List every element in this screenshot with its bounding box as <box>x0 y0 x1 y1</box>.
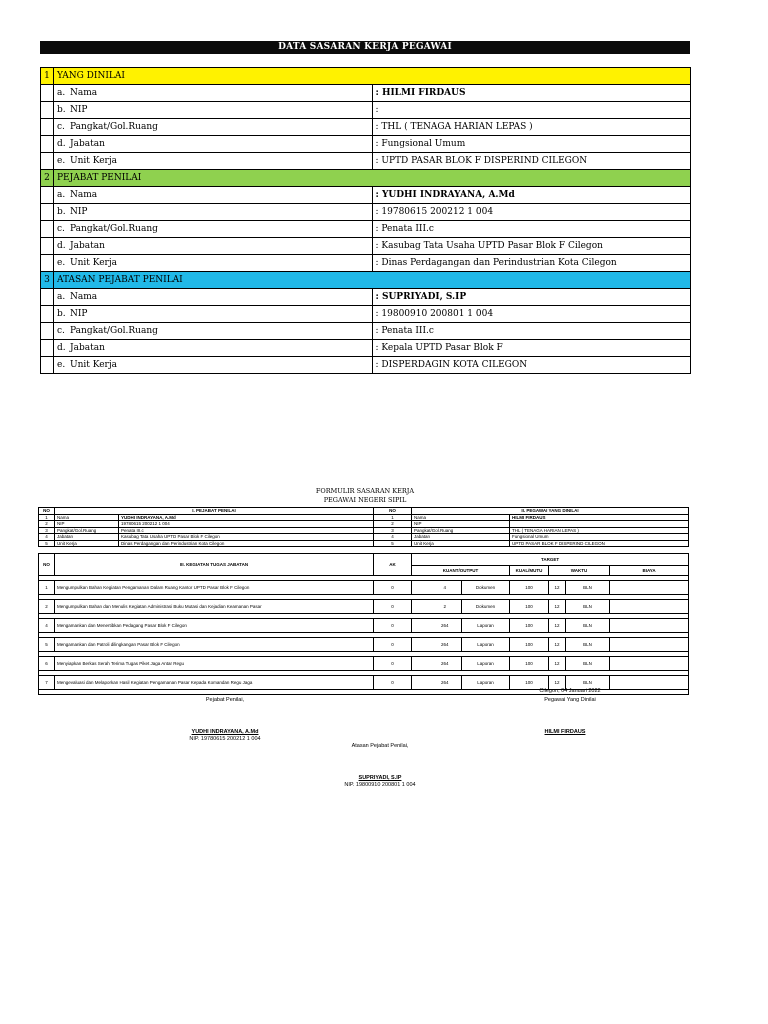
section-title: PEJABAT PENILAI <box>54 170 691 187</box>
row-label: Nama <box>70 190 98 200</box>
activity-desc: Mengumpulkan Bahan dan Menulis Kegiatan Administrasi Buku Mutasi dan Kejadian Keamanan Pasar <box>55 600 374 614</box>
no-header: NO <box>39 554 55 576</box>
row-label: Unit Kerja <box>55 540 119 547</box>
table-row <box>41 306 691 323</box>
no-header: NO <box>39 508 55 515</box>
row-no: 3 <box>39 527 55 534</box>
row-label: Nama <box>70 88 98 98</box>
activity-waktu: 12 <box>549 581 566 595</box>
activity-ak: 0 <box>374 638 412 652</box>
kuant-header: KUANT/OUTPUT <box>412 566 510 576</box>
table-row <box>41 340 691 357</box>
activity-unit: Laporan <box>462 619 510 633</box>
row-no: 1 <box>39 514 55 521</box>
row-value: HILMI FIRDAUS <box>510 514 689 521</box>
row-value: : DISPERDAGIN KOTA CILEGON <box>372 357 691 374</box>
row-no: 3 <box>374 527 412 534</box>
activity-waktu-unit: BLN <box>566 657 610 671</box>
activity-biaya <box>610 581 689 595</box>
pejabat-name: YUDHI INDRAYANA, A.Md <box>191 729 259 735</box>
atasan-label: Atasan Pejabat Penilai, <box>351 743 409 749</box>
activity-waktu-unit: BLN <box>566 676 610 690</box>
atasan-name: SUPRIYADI, S.IP <box>358 775 402 781</box>
row-letter: e. <box>57 258 66 268</box>
row-letter: b. <box>57 207 66 217</box>
row-value: YUDHI INDRAYANA, A.Md <box>119 514 374 521</box>
row-value: : Dinas Perdagangan dan Perindustrian Kota Cilegon <box>372 255 691 272</box>
row-no: 4 <box>39 534 55 541</box>
activity-waktu: 12 <box>549 638 566 652</box>
row-letter: a. <box>57 190 66 200</box>
table-row <box>39 657 689 671</box>
row-label: Pangkat/Gol.Ruang <box>412 527 510 534</box>
row-value: : Fungsional Umum <box>372 136 691 153</box>
row-label: Nama <box>55 514 119 521</box>
section-title: YANG DINILAI <box>54 68 691 85</box>
row-value: : Kasubag Tata Usaha UPTD Pasar Blok F Cilegon <box>372 238 691 255</box>
form-identity-table <box>38 507 689 547</box>
activity-no: 4 <box>39 619 55 633</box>
table-row <box>39 638 689 652</box>
row-letter: d. <box>57 343 66 353</box>
activity-waktu-unit: BLN <box>566 619 610 633</box>
activity-qty: 264 <box>429 676 462 690</box>
place-date: Cilegon, 04 Januari 2022 <box>539 688 601 694</box>
section-title: ATASAN PEJABAT PENILAI <box>54 272 691 289</box>
activity-desc: Mengumpulkan Bahan Kegiatan Pengamanan Dalam Ruang Kantor UPTD Pasar Blok F Cilegon <box>55 581 374 595</box>
row-label: Pangkat/Gol.Ruang <box>70 224 158 234</box>
kegiatan-header: III. KEGIATAN TUGAS JABATAN <box>55 554 374 576</box>
row-letter: c. <box>57 122 65 132</box>
activity-desc: Mengamankan dan Menertibkan Pedagang Pasar Blok F Cilegon <box>55 619 374 633</box>
row-letter: b. <box>57 105 66 115</box>
activity-qty: 264 <box>429 657 462 671</box>
activity-waktu: 12 <box>549 676 566 690</box>
section-number: 1 <box>41 68 54 85</box>
target-header: TARGET <box>412 554 689 566</box>
row-no: 2 <box>374 521 412 528</box>
row-letter: e. <box>57 156 66 166</box>
activity-qty: 4 <box>429 581 462 595</box>
row-value: : HILMI FIRDAUS <box>375 88 466 98</box>
section-header-2 <box>41 170 691 187</box>
row-label: Jabatan <box>412 534 510 541</box>
row-letter: d. <box>57 139 66 149</box>
row-label: NIP <box>412 521 510 528</box>
activity-waktu-unit: BLN <box>566 600 610 614</box>
row-label: Jabatan <box>55 534 119 541</box>
activity-kual: 100 <box>510 619 549 633</box>
row-value: : THL ( TENAGA HARIAN LEPAS ) <box>372 119 691 136</box>
pejabat-label: Pejabat Penilai, <box>205 697 245 703</box>
row-no: 5 <box>39 540 55 547</box>
activity-desc: Mengamankan dan Patroli dilingkangan Pasar Blok F Cilegon <box>55 638 374 652</box>
row-no: 4 <box>374 534 412 541</box>
table-row <box>41 357 691 374</box>
row-label: NIP <box>70 207 88 217</box>
row-value: Penata III.c <box>119 527 374 534</box>
row-letter: d. <box>57 241 66 251</box>
activity-unit: Laporan <box>462 638 510 652</box>
table-row <box>41 187 691 204</box>
pegawai-name: HILMI FIRDAUS <box>544 729 586 735</box>
table-row <box>41 221 691 238</box>
activity-no: 1 <box>39 581 55 595</box>
section-header-1 <box>41 68 691 85</box>
activity-unit: Dokumen <box>462 581 510 595</box>
table-row <box>39 619 689 633</box>
form-title-1: FORMULIR SASARAN KERJA <box>315 487 415 495</box>
activity-desc: Menyiapkan Berkas Serah Terima Tugas Piket Jaga Antar Regu <box>55 657 374 671</box>
activity-unit: Dokumen <box>462 600 510 614</box>
row-label: NIP <box>70 105 88 115</box>
waktu-header: WAKTU <box>549 566 610 576</box>
activity-unit: Laporan <box>462 657 510 671</box>
activity-waktu: 12 <box>549 619 566 633</box>
kual-header: KUAL/MUTU <box>510 566 549 576</box>
form-title-2: PEGAWAI NEGERI SIPIL <box>323 496 407 504</box>
row-label: Jabatan <box>70 241 105 251</box>
row-value: : <box>372 102 691 119</box>
activity-biaya <box>610 619 689 633</box>
row-label: NIP <box>55 521 119 528</box>
section-number: 2 <box>41 170 54 187</box>
activity-waktu: 12 <box>549 600 566 614</box>
activity-kual: 100 <box>510 657 549 671</box>
page-title: DATA SASARAN KERJA PEGAWAI <box>40 41 690 54</box>
row-label: Unit Kerja <box>70 156 118 166</box>
row-label: Jabatan <box>70 139 105 149</box>
activity-table <box>38 553 689 695</box>
activity-ak: 0 <box>374 657 412 671</box>
table-row <box>41 204 691 221</box>
row-value: Fungsional Umum <box>510 534 689 541</box>
row-value: THL ( TENAGA HARIAN LEPAS ) <box>510 527 689 534</box>
row-label: Nama <box>412 514 510 521</box>
activity-no: 7 <box>39 676 55 690</box>
biaya-header: BIAYA <box>610 566 689 576</box>
table-row <box>39 600 689 614</box>
row-label: Unit Kerja <box>412 540 510 547</box>
row-no: 5 <box>374 540 412 547</box>
pejabat-header: I. PEJABAT PENILAI <box>55 508 374 515</box>
activity-ak: 0 <box>374 619 412 633</box>
row-letter: e. <box>57 360 66 370</box>
table-row <box>41 238 691 255</box>
row-value: 19780615 200212 1 004 <box>119 521 374 528</box>
data-table <box>40 67 691 374</box>
row-value: : SUPRIYADI, S.IP <box>375 292 467 302</box>
table-row <box>39 581 689 595</box>
row-value: : 19800910 200801 1 004 <box>372 306 691 323</box>
activity-kual: 100 <box>510 600 549 614</box>
row-label: Unit Kerja <box>70 258 118 268</box>
activity-ak: 0 <box>374 600 412 614</box>
row-value: : 19780615 200212 1 004 <box>372 204 691 221</box>
row-value: : Penata III.c <box>372 323 691 340</box>
row-label: Pangkat/Gol.Ruang <box>55 527 119 534</box>
row-letter: c. <box>57 326 65 336</box>
ak-header: AK <box>374 554 412 576</box>
pegawai-label: Pegawai Yang Dinilai <box>544 697 596 703</box>
pegawai-header: II. PEGAWAI YANG DINILAI <box>412 508 689 515</box>
activity-biaya <box>610 600 689 614</box>
activity-ak: 0 <box>374 676 412 690</box>
activity-biaya <box>610 638 689 652</box>
row-letter: a. <box>57 292 66 302</box>
table-row <box>41 102 691 119</box>
activity-waktu-unit: BLN <box>566 581 610 595</box>
table-row <box>41 323 691 340</box>
activity-qty: 264 <box>429 619 462 633</box>
atasan-nip: NIP. 19800910 200801 1 004 <box>344 782 416 788</box>
row-label: NIP <box>70 309 88 319</box>
row-letter: a. <box>57 88 66 98</box>
table-row <box>41 289 691 306</box>
activity-desc: Mengevaluasi dan Melaporkan Hasil Kegiatan Pengamanan Pasar Kepada Komandan Regu Jaga <box>55 676 374 690</box>
row-value: : UPTD PASAR BLOK F DISPERIND CILEGON <box>372 153 691 170</box>
activity-header-row <box>39 554 689 566</box>
section-number: 3 <box>41 272 54 289</box>
table-row <box>41 153 691 170</box>
no-header: NO <box>374 508 412 515</box>
activity-no: 2 <box>39 600 55 614</box>
row-label: Pangkat/Gol.Ruang <box>70 122 158 132</box>
table-row <box>41 255 691 272</box>
activity-kual: 100 <box>510 676 549 690</box>
activity-no: 5 <box>39 638 55 652</box>
activity-kual: 100 <box>510 581 549 595</box>
row-label: Pangkat/Gol.Ruang <box>70 326 158 336</box>
row-label: Unit Kerja <box>70 360 118 370</box>
row-letter: b. <box>57 309 66 319</box>
row-value: UPTD PASAR BLOK F DISPERIND CILEGON <box>510 540 689 547</box>
pejabat-nip: NIP. 19780615 200212 1 004 <box>189 736 261 742</box>
activity-no: 6 <box>39 657 55 671</box>
row-label: Nama <box>70 292 98 302</box>
section-header-3 <box>41 272 691 289</box>
row-value: Kasubag Tata Usaha UPTD Pasar Blok F Cilegon <box>119 534 374 541</box>
row-value: : Kepala UPTD Pasar Blok F <box>372 340 691 357</box>
form-row <box>39 540 689 547</box>
table-row <box>41 136 691 153</box>
row-label: Jabatan <box>70 343 105 353</box>
row-no: 2 <box>39 521 55 528</box>
activity-waktu: 12 <box>549 657 566 671</box>
row-value: : Penata III.c <box>372 221 691 238</box>
activity-qty: 264 <box>429 638 462 652</box>
row-no: 1 <box>374 514 412 521</box>
row-value: : YUDHI INDRAYANA, A.Md <box>375 190 515 200</box>
table-row <box>41 119 691 136</box>
activity-unit: Laporan <box>462 676 510 690</box>
row-letter: c. <box>57 224 65 234</box>
row-value: Dinas Perdagangan dan Perindustrian Kota Cilegon <box>119 540 374 547</box>
activity-ak: 0 <box>374 581 412 595</box>
activity-qty: 2 <box>429 600 462 614</box>
table-row <box>41 85 691 102</box>
activity-kual: 100 <box>510 638 549 652</box>
activity-biaya <box>610 657 689 671</box>
activity-waktu-unit: BLN <box>566 638 610 652</box>
